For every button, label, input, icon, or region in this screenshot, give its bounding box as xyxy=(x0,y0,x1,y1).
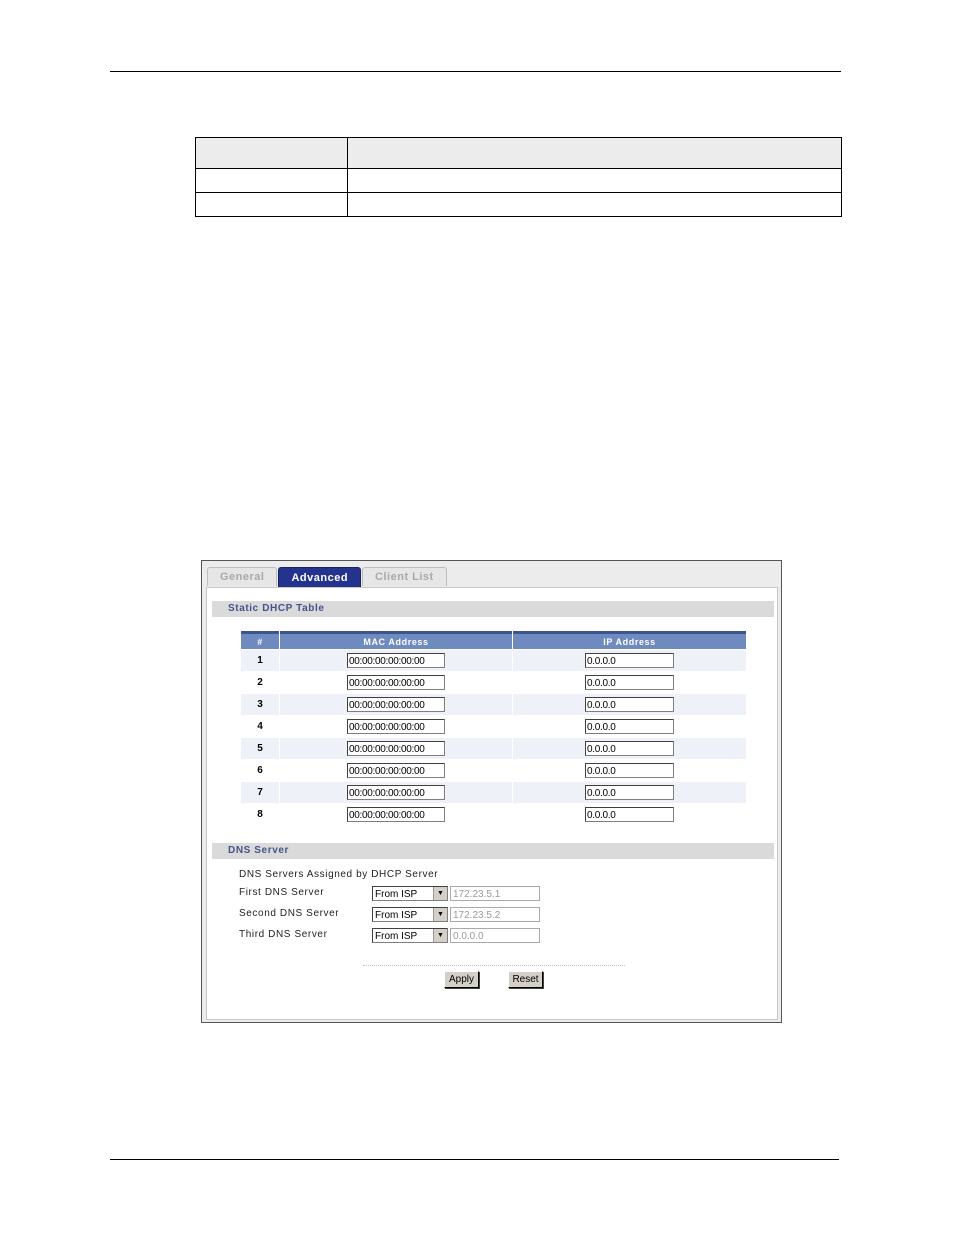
tab-bar xyxy=(207,567,448,587)
column-header-mac: MAC Address xyxy=(280,631,512,649)
row-number: 8 xyxy=(257,809,263,820)
mac-address-input[interactable]: 00:00:00:00:00:00 xyxy=(347,741,445,756)
ip-cell xyxy=(513,804,746,825)
table-row xyxy=(196,169,842,193)
ip-address-input[interactable]: 0.0.0.0 xyxy=(585,697,674,712)
mac-cell xyxy=(280,738,512,759)
row-number: 4 xyxy=(257,721,263,732)
table-cell xyxy=(348,193,842,217)
second-dns-label: Second DNS Server xyxy=(239,908,340,919)
third-dns-row xyxy=(239,928,759,944)
ip-cell xyxy=(513,650,746,671)
ip-cell xyxy=(513,760,746,781)
second-dns-ip-field[interactable]: 172.23.5.2 xyxy=(450,907,540,922)
dns-assigned-heading: DNS Servers Assigned by DHCP Server xyxy=(239,869,439,880)
table-row xyxy=(241,672,746,693)
static-dhcp-section-title: Static DHCP Table xyxy=(212,601,774,617)
mac-address-input[interactable]: 00:00:00:00:00:00 xyxy=(347,653,445,668)
dropdown-arrow-icon[interactable]: ▼ xyxy=(433,908,447,921)
first-dns-mode-select[interactable] xyxy=(372,886,448,901)
ip-cell xyxy=(513,672,746,693)
tab-client-list[interactable]: Client List xyxy=(362,567,447,586)
select-value: From ISP xyxy=(375,889,418,900)
table-row xyxy=(241,650,746,671)
row-number: 1 xyxy=(241,650,279,671)
table-row xyxy=(241,738,746,759)
reset-button[interactable]: Reset xyxy=(508,971,543,988)
ip-address-input[interactable]: 0.0.0.0 xyxy=(585,763,674,778)
table-header-row xyxy=(196,138,842,169)
tab-advanced[interactable]: Advanced xyxy=(278,567,361,588)
static-dhcp-table xyxy=(240,630,747,826)
mac-address-input[interactable]: 00:00:00:00:00:00 xyxy=(347,763,445,778)
table-row xyxy=(241,782,746,803)
table-row xyxy=(241,694,746,715)
tab-general[interactable]: General xyxy=(207,567,277,586)
third-dns-ip-field[interactable]: 0.0.0.0 xyxy=(450,928,540,943)
row-number: 6 xyxy=(257,765,263,776)
ip-address-input[interactable]: 0.0.0.0 xyxy=(585,675,674,690)
table-cell xyxy=(196,193,348,217)
ip-cell xyxy=(513,782,746,803)
select-value: From ISP xyxy=(375,931,418,942)
ip-address-input[interactable]: 0.0.0.0 xyxy=(585,785,674,800)
ip-address-input[interactable]: 0.0.0.0 xyxy=(585,807,674,822)
third-dns-mode-select[interactable] xyxy=(372,928,448,943)
mac-address-input[interactable]: 00:00:00:00:00:00 xyxy=(347,719,445,734)
ip-address-input[interactable]: 0.0.0.0 xyxy=(585,741,674,756)
mac-cell xyxy=(280,782,512,803)
field-description-table xyxy=(195,137,842,217)
table-row xyxy=(241,716,746,737)
ip-cell xyxy=(513,716,746,737)
second-dns-row xyxy=(239,907,759,923)
mac-address-input[interactable]: 00:00:00:00:00:00 xyxy=(347,785,445,800)
row-number: 7 xyxy=(241,782,279,803)
table-row xyxy=(241,804,746,825)
mac-address-input[interactable]: 00:00:00:00:00:00 xyxy=(347,697,445,712)
table-row xyxy=(241,760,746,781)
first-dns-ip-field[interactable]: 172.23.5.1 xyxy=(450,886,540,901)
footer-rule xyxy=(110,1159,839,1160)
mac-cell xyxy=(280,694,512,715)
second-dns-mode-select[interactable] xyxy=(372,907,448,922)
table-row xyxy=(196,193,842,217)
column-header-ip: IP Address xyxy=(513,631,746,649)
mac-address-input[interactable]: 00:00:00:00:00:00 xyxy=(347,807,445,822)
third-dns-label: Third DNS Server xyxy=(239,929,328,940)
ip-address-input[interactable]: 0.0.0.0 xyxy=(585,719,674,734)
mac-cell xyxy=(280,672,512,693)
first-dns-label: First DNS Server xyxy=(239,887,325,898)
header-rule xyxy=(110,71,841,72)
column-header-number: # xyxy=(241,631,279,649)
header-cell xyxy=(348,138,842,169)
row-number: 5 xyxy=(241,738,279,759)
lan-advanced-screen xyxy=(201,560,782,1023)
first-dns-row xyxy=(239,886,759,902)
table-cell xyxy=(348,169,842,193)
ip-cell xyxy=(513,738,746,759)
mac-cell xyxy=(280,650,512,671)
table-cell xyxy=(196,169,348,193)
header-cell xyxy=(196,138,348,169)
row-number: 3 xyxy=(241,694,279,715)
apply-button[interactable]: Apply xyxy=(444,971,479,988)
dropdown-arrow-icon[interactable]: ▼ xyxy=(433,887,447,900)
mac-cell xyxy=(280,760,512,781)
table-header-row xyxy=(241,631,746,649)
mac-cell xyxy=(280,804,512,825)
tab-panel xyxy=(206,587,778,1020)
divider xyxy=(363,965,625,966)
ip-cell xyxy=(513,694,746,715)
select-value: From ISP xyxy=(375,910,418,921)
mac-address-input[interactable]: 00:00:00:00:00:00 xyxy=(347,675,445,690)
dns-server-section-title: DNS Server xyxy=(212,843,774,859)
row-number: 2 xyxy=(257,677,263,688)
ip-address-input[interactable]: 0.0.0.0 xyxy=(585,653,674,668)
mac-cell xyxy=(280,716,512,737)
dropdown-arrow-icon[interactable]: ▼ xyxy=(433,929,447,942)
